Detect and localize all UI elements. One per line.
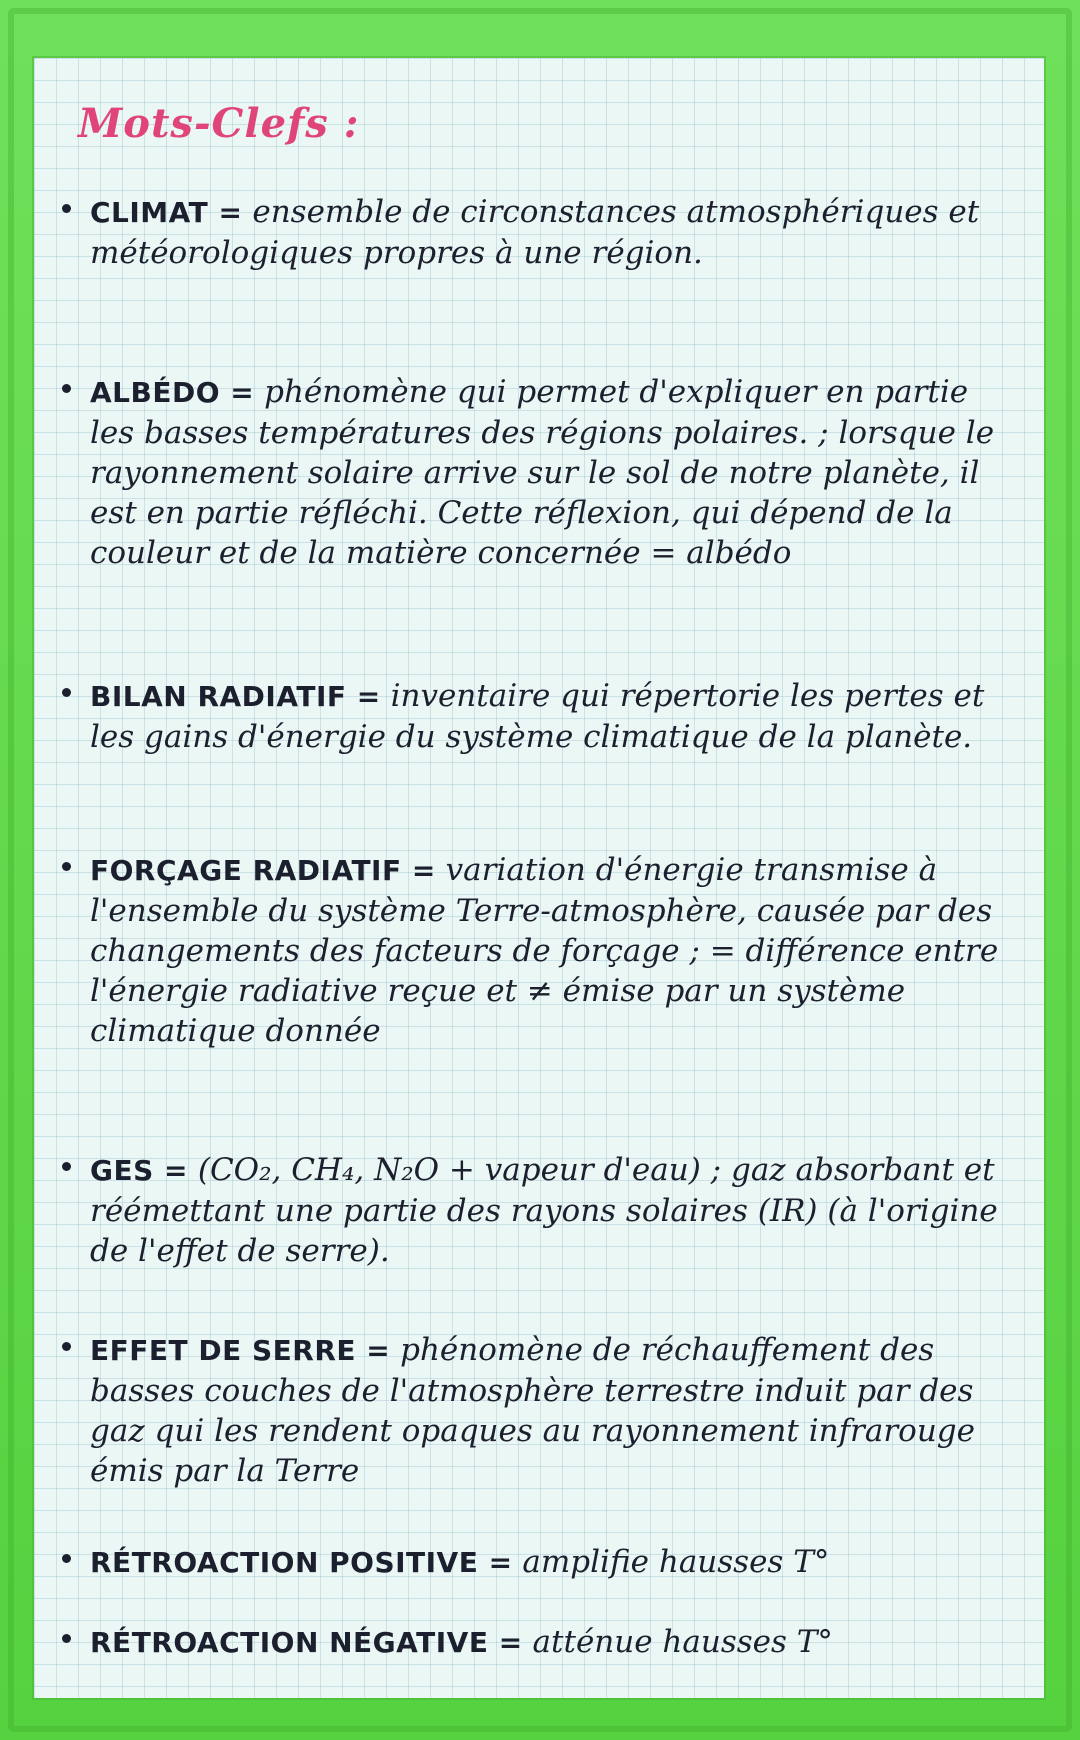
keyword-definition: ensemble de circonstances atmosphériques et météorologiques propres à une région. xyxy=(90,194,980,271)
keyword-entry-bilan-radiatif xyxy=(62,676,1022,757)
keyword-entry-climat xyxy=(62,192,1022,273)
keyword-definition: amplifie hausses T° xyxy=(522,1544,830,1580)
bullet-dot xyxy=(62,384,71,393)
keyword-term: ALBÉDO = xyxy=(90,376,255,409)
keyword-entry-ges xyxy=(62,1150,1022,1271)
keyword-definition: inventaire qui répertorie les pertes et les gains d'énergie du système climatique de la planète. xyxy=(90,678,985,755)
keyword-definition: variation d'énergie transmise à l'ensemble du système Terre-atmosphère, causée par des changements des facteurs de forçage ; = différence entre l'énergie radiative reçue et ≠ émise par un système climatique donnée xyxy=(90,852,999,1049)
keyword-term: RÉTROACTION POSITIVE = xyxy=(90,1546,513,1579)
bullet-dot xyxy=(62,1162,71,1171)
bullet-dot xyxy=(62,862,71,871)
keyword-entry-albedo xyxy=(62,372,1022,573)
keyword-entry-retroaction-negative xyxy=(62,1622,1022,1663)
keyword-definition: atténue hausses T° xyxy=(532,1624,833,1660)
keyword-term: EFFET DE SERRE = xyxy=(90,1334,391,1367)
keyword-term: CLIMAT = xyxy=(90,196,243,229)
page-heading: Mots-Clefs : xyxy=(78,100,360,147)
keyword-term: BILAN RADIATIF = xyxy=(90,680,381,713)
keyword-definition: phénomène qui permet d'expliquer en partie les basses températures des régions polaires. ; lorsque le rayonnement solaire arrive sur le sol de notre planète, il est en partie réfléchi. Cette réflexion, qui dépend de la couleur et de la matière concernée = albédo xyxy=(90,374,995,571)
bullet-dot xyxy=(62,1634,71,1643)
keyword-entry-effet-de-serre xyxy=(62,1330,1022,1491)
keyword-term: RÉTROACTION NÉGATIVE = xyxy=(90,1626,523,1659)
keyword-term: FORÇAGE RADIATIF = xyxy=(90,854,436,887)
bullet-dot xyxy=(62,204,71,213)
keyword-definition: phénomène de réchauffement des basses couches de l'atmosphère terrestre induit par des gaz qui les rendent opaques au rayonnement infrarouge émis par la Terre xyxy=(90,1332,975,1489)
keyword-entry-forcage-radiatif xyxy=(62,850,1022,1051)
keyword-entry-retroaction-positive xyxy=(62,1542,1022,1583)
bullet-dot xyxy=(62,688,71,697)
bullet-dot xyxy=(62,1342,71,1351)
keyword-term: GES = xyxy=(90,1154,188,1187)
bullet-dot xyxy=(62,1554,71,1563)
keyword-definition: (CO₂, CH₄, N₂O + vapeur d'eau) ; gaz absorbant et réémettant une partie des rayons solaires (IR) (à l'origine de l'effet de serre). xyxy=(90,1152,998,1269)
